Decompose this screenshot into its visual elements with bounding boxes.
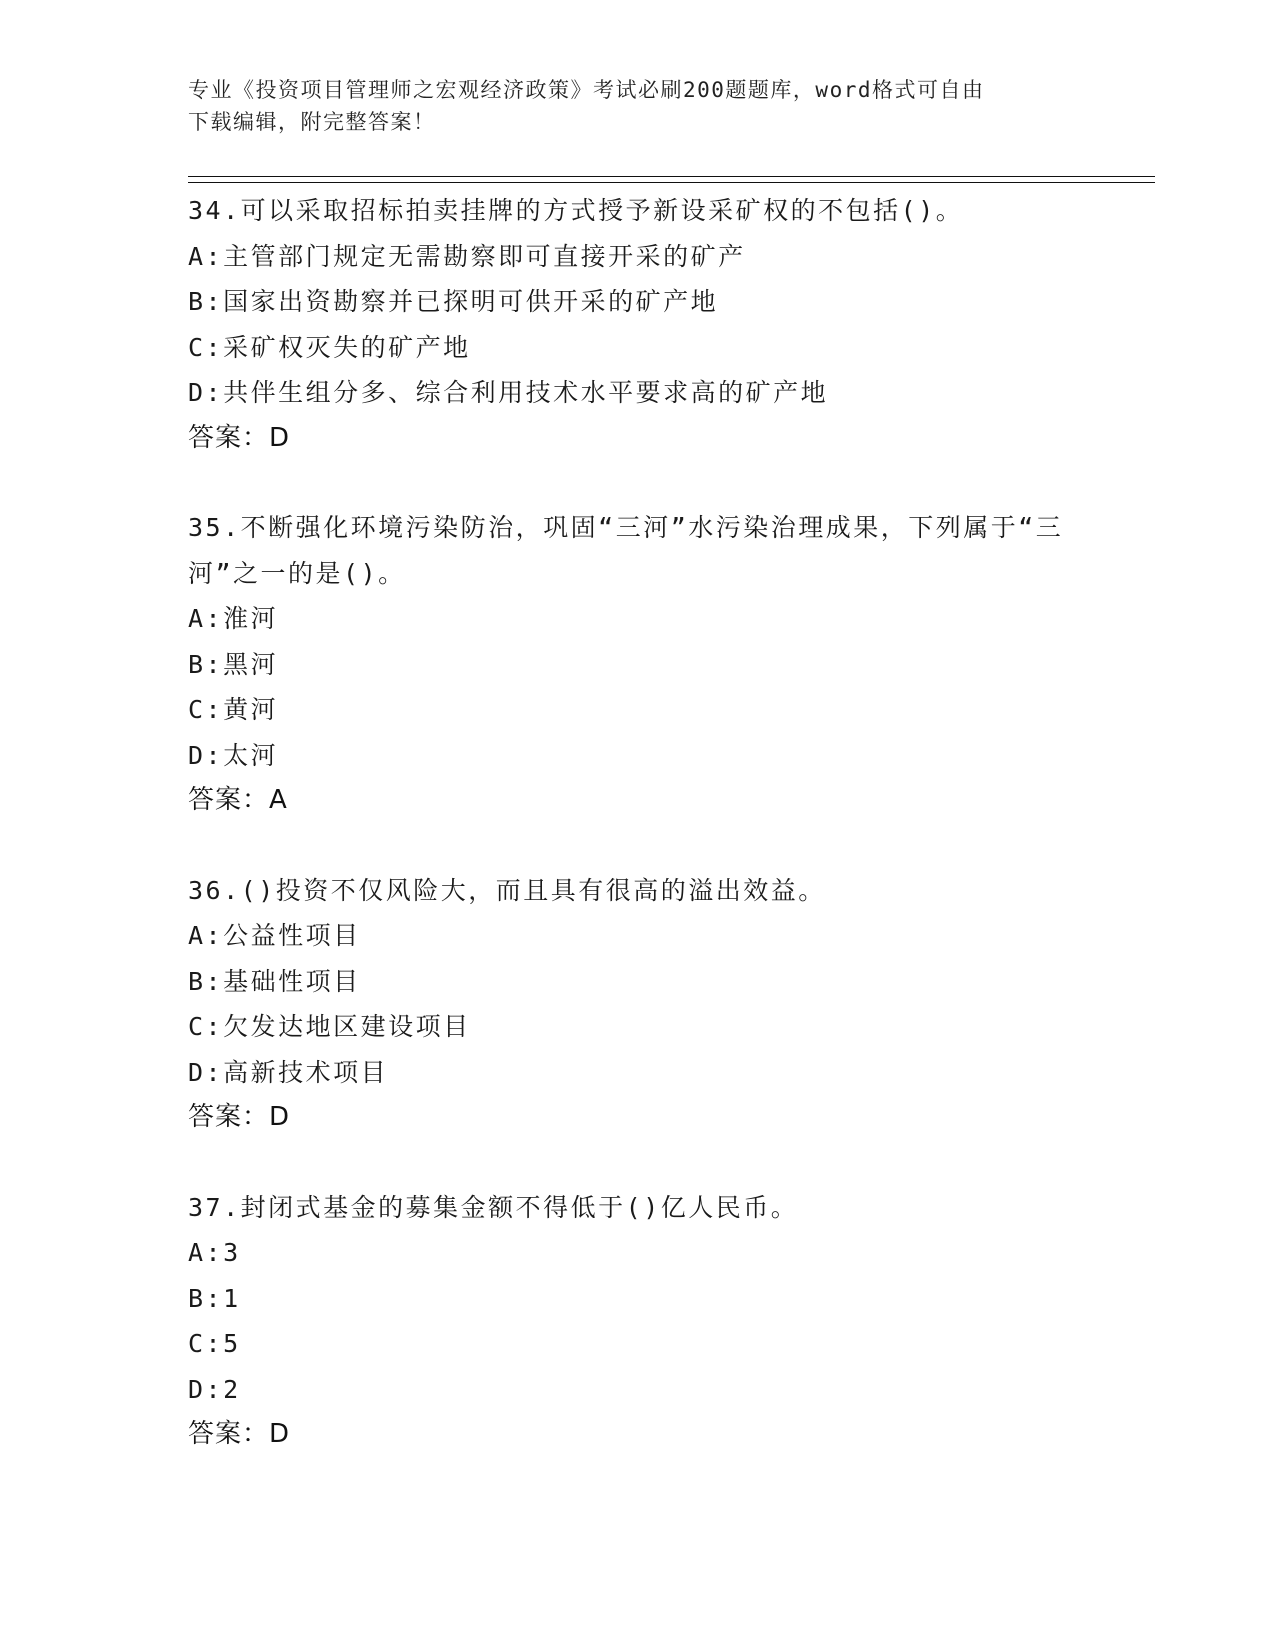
document-header	[188, 74, 1088, 138]
option-b: B:基础性项目	[188, 966, 361, 996]
option-d: D:共伴生组分多、综合利用技术水平要求高的矿产地	[188, 378, 829, 407]
question-text: 34.可以采取招标拍卖挂牌的方式授予新设采矿权的不包括()。	[188, 196, 964, 225]
question-text: 37.封闭式基金的募集金额不得低于()亿人民币。	[188, 1192, 799, 1222]
option-d: D:太河	[188, 740, 279, 770]
question-text: 36.()投资不仅风险大，而且具有很高的溢出效益。	[188, 875, 826, 905]
option-b: B:1	[188, 1283, 241, 1313]
question-list	[188, 188, 1088, 1502]
question-35	[188, 505, 1088, 824]
question-36	[188, 868, 1088, 1141]
answer-line: 答案：D	[188, 1102, 291, 1132]
answer-line: 答案：D	[188, 422, 291, 453]
header-line-2: 下载编辑，附完整答案！	[188, 110, 436, 134]
answer-line: 答案：D	[188, 1419, 291, 1449]
header-divider-bottom	[188, 182, 1155, 183]
option-a: A:公益性项目	[188, 921, 361, 950]
option-c: C:欠发达地区建设项目	[188, 1012, 471, 1041]
question-text: 35.不断强化环境污染防治，巩固“三河”水污染治理成果，下列属于“三河”之一的是()。	[188, 513, 1064, 588]
option-d: D:高新技术项目	[188, 1057, 389, 1087]
header-divider-top	[188, 176, 1155, 177]
question-37	[188, 1185, 1088, 1458]
option-b: B:黑河	[188, 649, 279, 679]
option-c: C:5	[188, 1329, 241, 1358]
option-a: A:主管部门规定无需勘察即可直接开采的矿产	[188, 241, 746, 271]
option-d: D:2	[188, 1374, 241, 1404]
option-a: A:淮河	[188, 604, 279, 633]
option-a: A:3	[188, 1238, 241, 1267]
answer-line: 答案：A	[188, 785, 288, 815]
option-c: C:黄河	[188, 695, 279, 724]
question-34	[188, 188, 1088, 461]
header-line-1: 专业《投资项目管理师之宏观经济政策》考试必刷200题题库，word格式可自由	[188, 78, 985, 102]
option-c: C:采矿权灭失的矿产地	[188, 332, 471, 362]
option-b: B:国家出资勘察并已探明可供开采的矿产地	[188, 287, 719, 316]
